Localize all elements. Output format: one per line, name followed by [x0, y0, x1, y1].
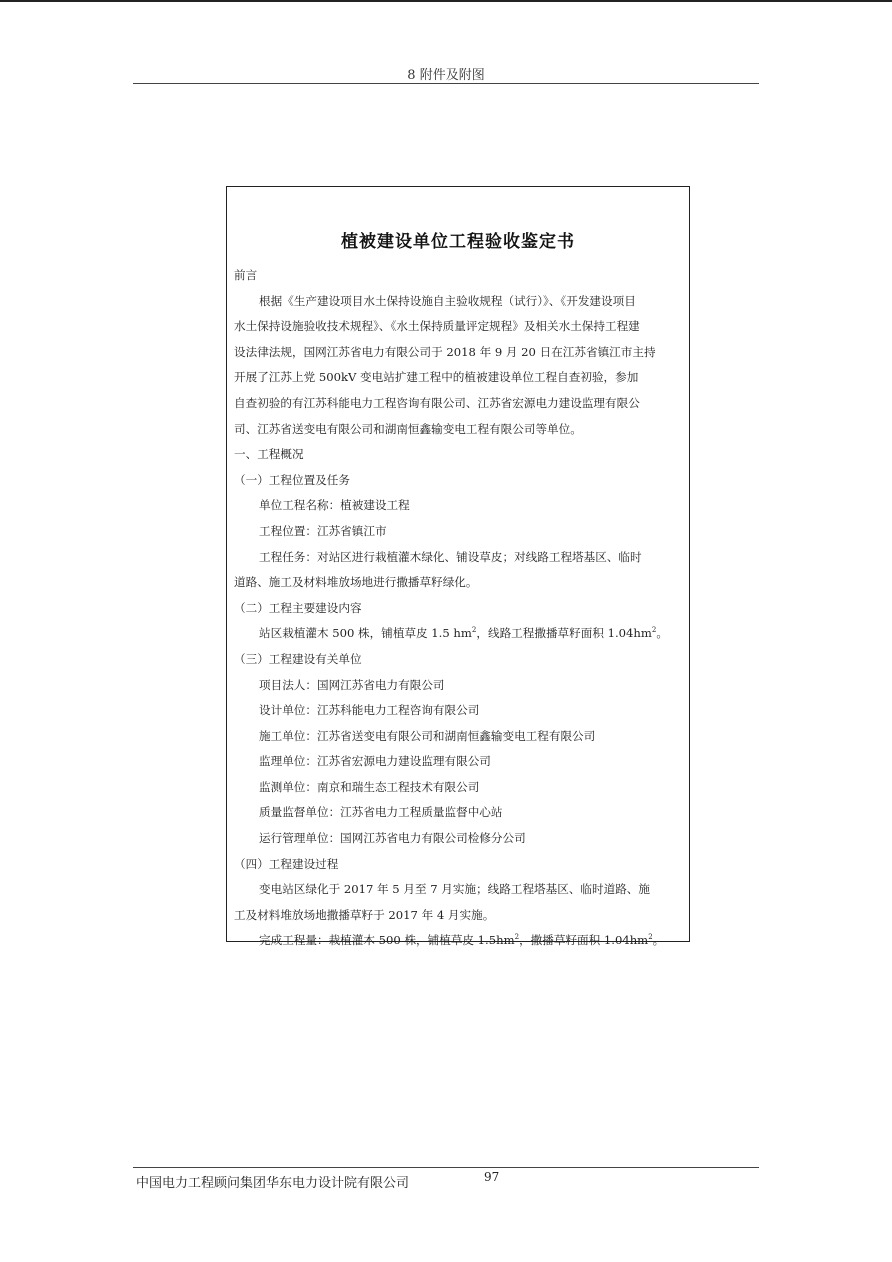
- certificate-frame: [226, 186, 690, 948]
- subsection-heading: （三）工程建设有关单位: [234, 651, 362, 666]
- unit-line: 监理单位：江苏省宏源电力建设监理有限公司: [259, 754, 491, 769]
- content-text-a: 站区栽植灌木 500 株，铺植草皮 1.5 hm: [259, 626, 472, 641]
- unit-name-line: 单位工程名称：植被建设工程: [259, 498, 410, 513]
- header-divider: [133, 83, 759, 84]
- preface-line: 司、江苏省送变电有限公司和湖南恒鑫输变电工程有限公司等单位。: [234, 421, 582, 436]
- document-title: 植被建设单位工程验收鉴定书: [341, 232, 575, 252]
- location-line: 工程位置：江苏省镇江市: [259, 523, 387, 538]
- completed-line: [234, 928, 687, 954]
- preface-label: 前言: [234, 268, 258, 282]
- superscript-2: 2: [651, 626, 657, 635]
- process-line: 工及材料堆放场地撒播草籽于 2017 年 4 月实施。: [234, 907, 495, 922]
- content-line: [234, 621, 687, 647]
- unit-line: 项目法人：国网江苏省电力有限公司: [259, 677, 445, 692]
- subsection-heading: （四）工程建设过程: [234, 856, 339, 871]
- page-number: 97: [484, 1170, 500, 1184]
- content-text-c: 。: [656, 626, 668, 641]
- task-line: 道路、施工及材料堆放场地进行撒播草籽绿化。: [234, 575, 478, 590]
- completed-text-b: ，撒播草籽面积 1.04hm: [519, 933, 649, 948]
- page-header-title: 8 附件及附图: [407, 68, 485, 83]
- completed-text-c: 。: [652, 933, 665, 948]
- unit-line: 设计单位：江苏科能电力工程咨询有限公司: [259, 703, 480, 718]
- preface-line: 水土保持设施验收技术规程》、《水土保持质量评定规程》及相关水土保持工程建: [234, 319, 640, 334]
- footer-divider: [133, 1167, 759, 1168]
- completed-text-a: 完成工程量：栽植灌木 500 株，铺植草皮 1.5hm: [259, 933, 515, 948]
- unit-line: 质量监督单位：江苏省电力工程质量监督中心站: [259, 805, 503, 820]
- process-line: 变电站区绿化于 2017 年 5 月至 7 月实施；线路工程塔基区、临时道路、施: [259, 882, 650, 897]
- content-text-b: ，线路工程撒播草籽面积 1.04hm: [476, 626, 652, 641]
- unit-line: 运行管理单位：国网江苏省电力有限公司检修分公司: [259, 831, 526, 846]
- footer-organization: 中国电力工程顾问集团华东电力设计院有限公司: [136, 1176, 410, 1191]
- unit-line: 施工单位：江苏省送变电有限公司和湖南恒鑫输变电工程有限公司: [259, 728, 596, 743]
- preface-line: 开展了江苏上党 500kV 变电站扩建工程中的植被建设单位工程自查初验，参加: [234, 370, 639, 385]
- subsection-heading: （二）工程主要建设内容: [234, 600, 362, 615]
- superscript-2: 2: [514, 933, 520, 942]
- superscript-2: 2: [471, 626, 477, 635]
- superscript-2: 2: [648, 933, 653, 942]
- unit-line: 监测单位：南京和瑞生态工程技术有限公司: [259, 779, 480, 794]
- section-heading: 一、工程概况: [234, 447, 304, 462]
- preface-line: 自查初验的有江苏科能电力工程咨询有限公司、江苏省宏源电力建设监理有限公: [234, 395, 640, 410]
- task-line: 工程任务：对站区进行栽植灌木绿化、铺设草皮；对线路工程塔基区、临时: [259, 549, 642, 564]
- document-body: [234, 263, 687, 954]
- preface-line: 设法律法规，国网江苏省电力有限公司于 2018 年 9 月 20 日在江苏省镇江市主持: [234, 344, 656, 359]
- subsection-heading: （一）工程位置及任务: [234, 472, 350, 487]
- top-border-line: [0, 0, 892, 2]
- preface-line: 根据《生产建设项目水土保持设施自主验收规程（试行）》、《开发建设项目: [259, 293, 636, 308]
